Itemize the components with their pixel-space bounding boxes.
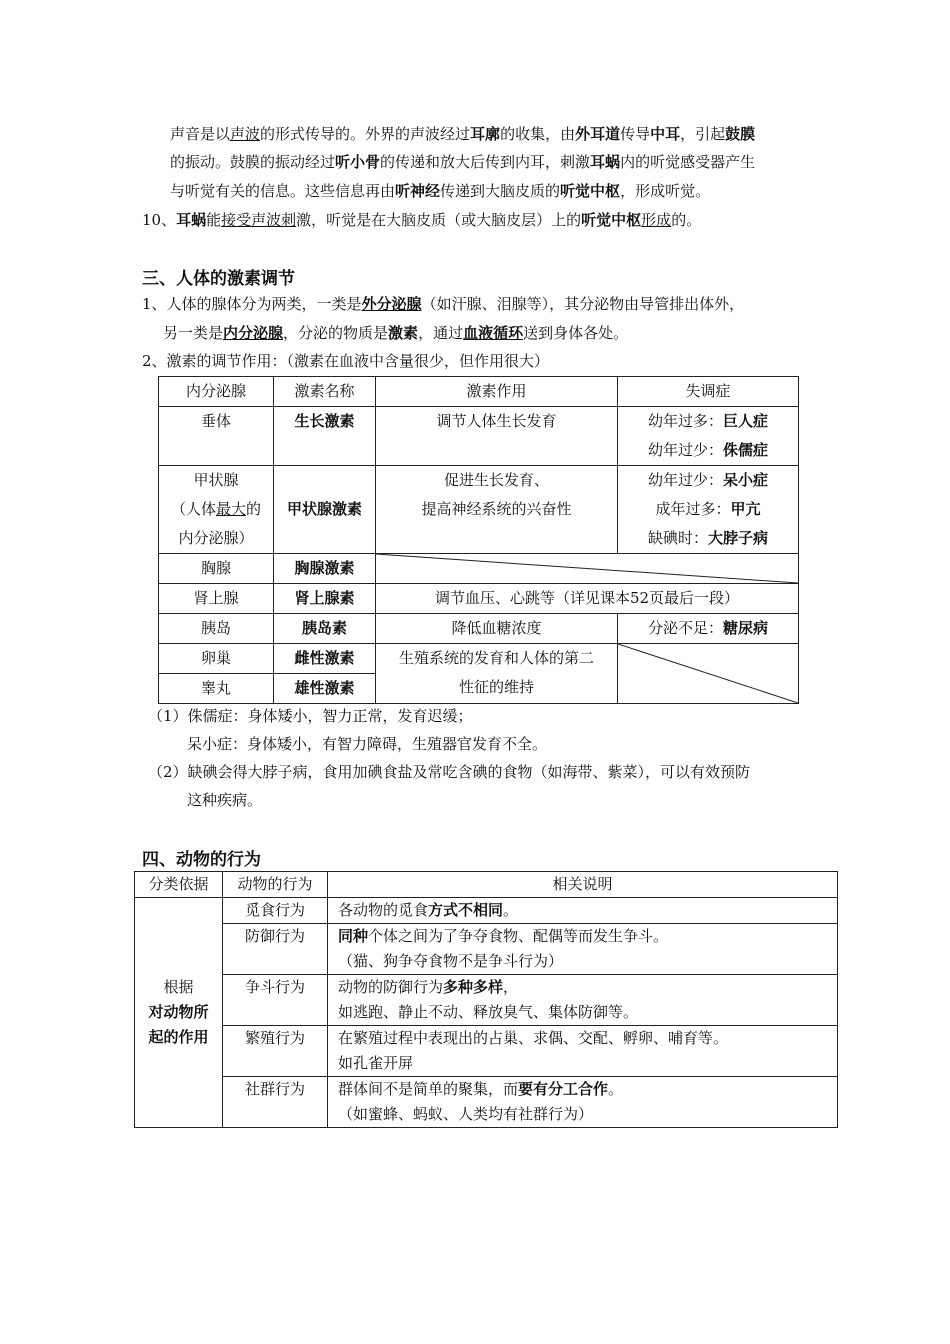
note-2: （2）缺碘会得大脖子病，食用加碘食盐及常吃含碘的食物（如海带、紫菜），可以有效预防 xyxy=(148,763,751,781)
note-1: （1）侏儒症：身体矮小，智力正常，发育迟缓； xyxy=(148,707,473,725)
header-cell: 失调症 xyxy=(618,377,799,407)
section4-title: 四、动物的行为 xyxy=(142,850,261,870)
basis-cell: 根据 对动物所 起的作用 xyxy=(135,898,223,1128)
header-cell: 动物的行为 xyxy=(223,872,328,898)
table-row: 社群行为 群体间不是简单的聚集，而要有分工合作。 （如蜜蜂、蚂蚁、人类均有社群行为） xyxy=(135,1077,838,1128)
empty-slashed-cell xyxy=(376,554,799,584)
note-1b: 呆小症：身体矮小，有智力障碍，生殖器官发育不全。 xyxy=(187,735,548,753)
table-row: 肾上腺 肾上腺素 调节血压、心跳等（详见课本52页最后一段） xyxy=(159,584,799,614)
section3-line-1: 1、人体的腺体分为两类，一类是外分泌腺（如汗腺、泪腺等），其分泌物由导管排出体外， xyxy=(142,295,745,313)
table-row: 争斗行为 动物的防御行为多种多样， 如逃跑、静止不动、释放臭气、集体防御等。 xyxy=(135,975,838,1026)
table-row: 垂体 生长激素 调节人体生长发育 幼年过多：巨人症 幼年过少：侏儒症 xyxy=(159,407,799,466)
table-row: 睾丸 雄性激素 xyxy=(159,674,799,704)
header-cell: 激素名称 xyxy=(274,377,376,407)
header-cell: 内分泌腺 xyxy=(159,377,274,407)
header-cell: 激素作用 xyxy=(376,377,618,407)
table-header-row xyxy=(159,377,799,407)
table-row: 甲状腺 （人体最大的 内分泌腺） 甲状腺激素 促进生长发育、 提高神经系统的兴奋性 幼年过少：呆小症 成年过多：甲亢 缺碘时：大脖子病 xyxy=(159,466,799,554)
intro-line-1: 声音是以声波的形式传导的。外界的声波经过耳廓的收集，由外耳道传导中耳，引起鼓膜 xyxy=(170,125,756,143)
header-cell: 相关说明 xyxy=(328,872,838,898)
table-row: 根据 对动物所 起的作用 觅食行为 各动物的觅食方式不相同。 xyxy=(135,898,838,924)
table-row: 卵巢 雌性激素 生殖系统的发育和人体的第二 性征的维持 xyxy=(159,644,799,674)
header-cell: 分类依据 xyxy=(135,872,223,898)
section3-line-2: 另一类是内分泌腺，分泌的物质是激素，通过血液循环送到身体各处。 xyxy=(163,324,629,342)
table-row: 防御行为 同种个体之间为了争夺食物、配偶等而发生争斗。 （猫、狗争夺食物不是争斗行为） xyxy=(135,924,838,975)
note-2b: 这种疾病。 xyxy=(187,791,263,809)
section3-title: 三、人体的激素调节 xyxy=(142,269,295,289)
intro-line-4: 10、耳蜗能接受声波刺激，听觉是在大脑皮质（或大脑皮层）上的听觉中枢形成的。 xyxy=(142,211,702,229)
table-row: 繁殖行为 在繁殖过程中表现出的占巢、求偶、交配、孵卵、哺育等。 如孔雀开屏 xyxy=(135,1026,838,1077)
table-row: 胸腺 胸腺激素 xyxy=(159,554,799,584)
section3-line-3: 2、激素的调节作用：（激素在血液中含量很少，但作用很大） xyxy=(142,352,550,370)
intro-line-2: 的振动。鼓膜的振动经过听小骨的传递和放大后传到内耳，刺激耳蜗内的听觉感受器产生 xyxy=(170,153,756,171)
empty-slashed-cell xyxy=(618,644,799,704)
table-header-row xyxy=(135,872,838,898)
behavior-table xyxy=(134,871,838,1128)
intro-line-3: 与听觉有关的信息。这些信息再由听神经传递到大脑皮质的听觉中枢，形成听觉。 xyxy=(170,182,711,200)
table-row: 胰岛 胰岛素 降低血糖浓度 分泌不足：糖尿病 xyxy=(159,614,799,644)
hormone-table xyxy=(158,376,799,704)
